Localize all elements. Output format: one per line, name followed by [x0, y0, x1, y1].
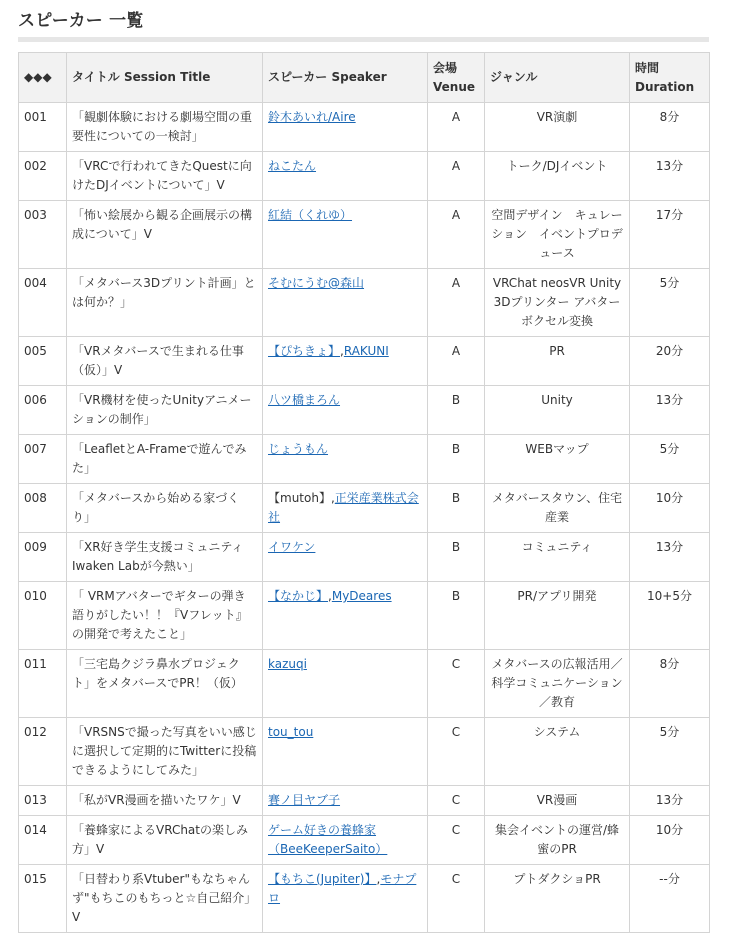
speaker-link[interactable]: イワケン [268, 540, 316, 554]
header-venue-jp: 会場 [433, 60, 458, 75]
speaker-cell [263, 386, 428, 435]
table-row [19, 386, 710, 435]
genre: 空間デザイン キュレーション イベントプロデュース [485, 201, 630, 269]
venue: A [428, 103, 485, 152]
header-speaker: スピーカー Speaker [263, 53, 428, 103]
table-row [19, 269, 710, 337]
speaker-cell [263, 650, 428, 718]
header-duration-jp: 時間 [635, 60, 660, 75]
speaker-link[interactable]: 【もちこ(Jupiter)】 [268, 872, 377, 886]
session-title: 「メタバースから始める家づくり」 [67, 484, 263, 533]
venue: B [428, 533, 485, 582]
speaker-text: , [376, 872, 381, 886]
header-duration [630, 53, 710, 103]
table-row [19, 533, 710, 582]
genre: Unity [485, 386, 630, 435]
row-number: 002 [19, 152, 67, 201]
genre: プトダクショPR [485, 865, 630, 933]
session-title: 「三宅島クジラ鼻水プロジェクト」をメタバースでPR！（仮） [67, 650, 263, 718]
duration: 13分 [630, 386, 710, 435]
table-row [19, 650, 710, 718]
speaker-link[interactable]: 鈴木あいれ/Aire [268, 110, 356, 124]
session-title: 「VR機材を使ったUnityアニメーションの制作」 [67, 386, 263, 435]
venue: C [428, 718, 485, 786]
venue: A [428, 152, 485, 201]
row-number: 009 [19, 533, 67, 582]
speaker-cell [263, 152, 428, 201]
session-title: 「XR好き学生支援コミュニティIwaken Labが今熱い」 [67, 533, 263, 582]
session-title: 「VRSNSで撮った写真をいい感じに選択して定期的にTwitterに投稿できるようにしてみた」 [67, 718, 263, 786]
speaker-cell [263, 533, 428, 582]
table-row [19, 718, 710, 786]
speaker-cell [263, 103, 428, 152]
genre: WEBマップ [485, 435, 630, 484]
speaker-link[interactable]: 正栄産業株式会社 [268, 491, 419, 524]
table-row [19, 582, 710, 650]
speaker-cell [263, 337, 428, 386]
speaker-cell [263, 484, 428, 533]
speaker-link[interactable]: ゲーム好きの養蜂家（BeeKeeperSaito） [268, 823, 388, 856]
genre: コミュニティ [485, 533, 630, 582]
speaker-link[interactable]: 八ツ橋まろん [268, 393, 341, 407]
speaker-link[interactable]: 【なかじ】 [268, 589, 329, 603]
duration: 20分 [630, 337, 710, 386]
speaker-cell [263, 786, 428, 816]
speaker-link[interactable]: 【ぴちきょ】 [268, 344, 341, 358]
speaker-cell [263, 865, 428, 933]
header-venue [428, 53, 485, 103]
row-number: 013 [19, 786, 67, 816]
table-header-row [19, 53, 710, 103]
title-divider [18, 37, 709, 42]
duration: 8分 [630, 103, 710, 152]
speaker-link[interactable]: じょうもん [268, 442, 329, 456]
venue: C [428, 786, 485, 816]
row-number: 003 [19, 201, 67, 269]
genre: トーク/DJイベント [485, 152, 630, 201]
venue: B [428, 484, 485, 533]
row-number: 010 [19, 582, 67, 650]
speaker-cell [263, 816, 428, 865]
genre: システム [485, 718, 630, 786]
header-duration-en: Duration [635, 79, 695, 94]
duration: 5分 [630, 435, 710, 484]
speaker-link[interactable]: MyDeares [331, 589, 392, 603]
page-title: スピーカー 一覧 [18, 11, 144, 31]
row-number: 007 [19, 435, 67, 484]
header-number: ◆◆◆ [19, 53, 67, 103]
speaker-cell [263, 582, 428, 650]
duration: 13分 [630, 152, 710, 201]
row-number: 015 [19, 865, 67, 933]
session-title: 「観劇体験における劇場空間の重要性についての一検討」 [67, 103, 263, 152]
speaker-text: , [328, 589, 332, 603]
row-number: 011 [19, 650, 67, 718]
table-row [19, 337, 710, 386]
speaker-link[interactable]: モナプロ [268, 872, 417, 905]
table-body [19, 103, 710, 933]
duration: 10分 [630, 816, 710, 865]
duration: 13分 [630, 786, 710, 816]
session-title: 「怖い絵展から観る企画展示の構成について」V [67, 201, 263, 269]
speaker-cell [263, 435, 428, 484]
table-row [19, 103, 710, 152]
venue: B [428, 435, 485, 484]
header-genre: ジャンル [485, 53, 630, 103]
speaker-link[interactable]: 賽ノ目ヤブ子 [268, 793, 341, 807]
venue: C [428, 865, 485, 933]
speaker-link[interactable]: そむにうむ@森山 [268, 276, 365, 290]
duration: --分 [630, 865, 710, 933]
header-session-title: タイトル Session Title [67, 53, 263, 103]
speaker-link[interactable]: RAKUNI [343, 344, 389, 358]
session-title: 「メタバース3Dプリント計画」とは何か？」 [67, 269, 263, 337]
genre: メタバースの広報活用／科学コミュニケーション／教育 [485, 650, 630, 718]
session-title: 「 VRMアバターでギターの弾き語りがしたい！！『Vフレット』の開発で考えたこと」 [67, 582, 263, 650]
genre: PR/アプリ開発 [485, 582, 630, 650]
session-title: 「私がVR漫画を描いたワケ」V [67, 786, 263, 816]
speaker-cell [263, 269, 428, 337]
header-venue-en: Venue [433, 79, 475, 94]
duration: 10分 [630, 484, 710, 533]
speaker-table [18, 52, 710, 933]
table-row [19, 865, 710, 933]
table-row [19, 816, 710, 865]
row-number: 005 [19, 337, 67, 386]
session-title: 「LeafletとA-Frameで遊んでみた」 [67, 435, 263, 484]
genre: VRChat neosVR Unity 3Dプリンター アバター ボクセル変換 [485, 269, 630, 337]
duration: 10+5分 [630, 582, 710, 650]
row-number: 012 [19, 718, 67, 786]
duration: 8分 [630, 650, 710, 718]
duration: 5分 [630, 718, 710, 786]
venue: B [428, 582, 485, 650]
venue: A [428, 337, 485, 386]
speaker-link[interactable]: ねこたん [268, 159, 317, 173]
session-title: 「養蜂家によるVRChatの楽しみ方」V [67, 816, 263, 865]
duration: 13分 [630, 533, 710, 582]
speaker-link[interactable]: 紅結（くれゆ） [268, 208, 353, 222]
genre: VR漫画 [485, 786, 630, 816]
duration: 17分 [630, 201, 710, 269]
session-title: 「VRメタバースで生まれる仕事（仮）」V [67, 337, 263, 386]
table-row [19, 435, 710, 484]
table-row [19, 152, 710, 201]
genre: 集会イベントの運営/蜂蜜のPR [485, 816, 630, 865]
table-row [19, 201, 710, 269]
row-number: 006 [19, 386, 67, 435]
session-title: 「日替わり系Vtuber"もなちゃんず"もちこのもちっと☆自己紹介」V [67, 865, 263, 933]
speaker-text: 【mutoh】, [268, 491, 335, 505]
venue: C [428, 816, 485, 865]
speaker-link[interactable]: kazuqi [268, 657, 307, 671]
duration: 5分 [630, 269, 710, 337]
speaker-cell [263, 718, 428, 786]
row-number: 001 [19, 103, 67, 152]
speaker-link[interactable]: tou_tou [268, 725, 314, 739]
genre: PR [485, 337, 630, 386]
row-number: 008 [19, 484, 67, 533]
venue: A [428, 269, 485, 337]
genre: メタバースタウン、住宅産業 [485, 484, 630, 533]
genre: VR演劇 [485, 103, 630, 152]
row-number: 014 [19, 816, 67, 865]
venue: C [428, 650, 485, 718]
venue: B [428, 386, 485, 435]
venue: A [428, 201, 485, 269]
session-title: 「VRCで行われてきたQuestに向けたDJイベントについて」V [67, 152, 263, 201]
row-number: 004 [19, 269, 67, 337]
table-row [19, 484, 710, 533]
speaker-text: , [340, 344, 344, 358]
table-row [19, 786, 710, 816]
speaker-cell [263, 201, 428, 269]
